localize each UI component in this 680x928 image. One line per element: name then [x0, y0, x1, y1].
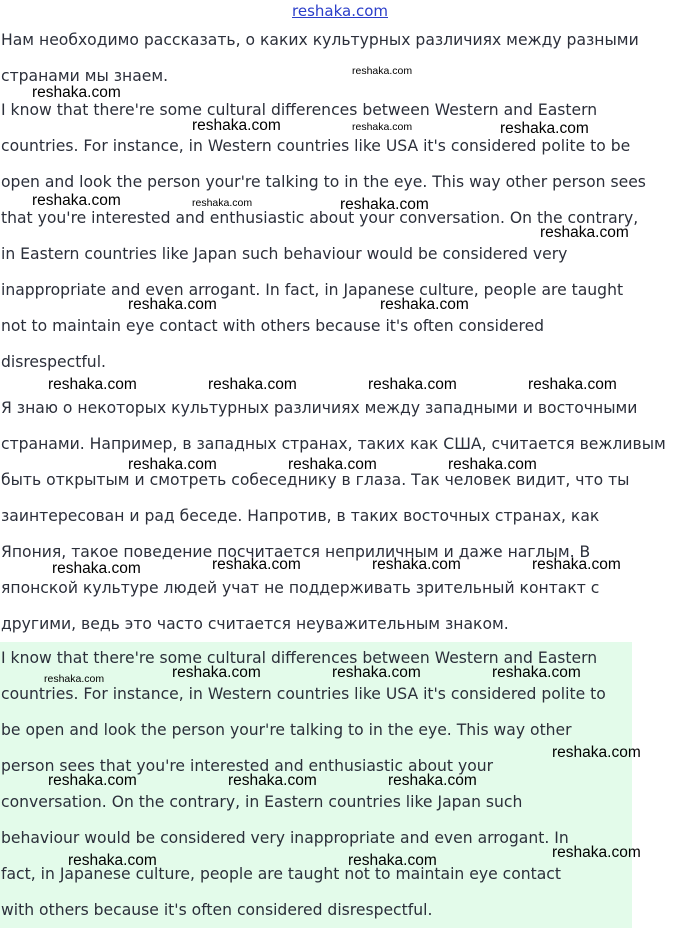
russian-line: другими, ведь это часто считается неуважительным знаком.	[1, 615, 509, 633]
watermark: reshaka.com	[552, 844, 641, 861]
watermark: reshaka.com	[128, 296, 217, 313]
russian-line: Я знаю о некоторых культурных различиях между западными и восточными	[1, 399, 638, 417]
watermark: reshaka.com	[372, 556, 461, 573]
watermark: reshaka.com	[380, 296, 469, 313]
russian-line: Япония, такое поведение посчитается неприличным и даже наглым. В	[1, 543, 591, 561]
watermark: reshaka.com	[388, 772, 477, 789]
watermark: reshaka.com	[492, 664, 581, 681]
watermark: reshaka.com	[352, 121, 413, 133]
watermark: reshaka.com	[288, 456, 377, 473]
watermark: reshaka.com	[32, 84, 121, 101]
watermark: reshaka.com	[540, 224, 629, 241]
watermark: reshaka.com	[192, 117, 281, 134]
english-line: that you're interested and enthusiastic about your conversation. On the contrary,	[1, 209, 639, 227]
watermark: reshaka.com	[48, 772, 137, 789]
russian-line: странами. Например, в западных странах, таких как США, считается вежливым	[1, 435, 666, 453]
english-line: inappropriate and even arrogant. In fact, in Japanese culture, people are taught	[1, 281, 624, 299]
watermark: reshaka.com	[44, 673, 105, 685]
highlight-line: I know that there're some cultural differences between Western and Eastern	[1, 649, 598, 667]
watermark: reshaka.com	[68, 852, 157, 869]
watermark: reshaka.com	[32, 192, 121, 209]
watermark: reshaka.com	[368, 376, 457, 393]
english-line: countries. For instance, in Western countries like USA it's considered polite to be	[1, 137, 631, 155]
watermark: reshaka.com	[448, 456, 537, 473]
english-line: in Eastern countries like Japan such behaviour would be considered very	[1, 245, 568, 263]
highlight-line: conversation. On the contrary, in Eastern countries like Japan such	[1, 793, 523, 811]
english-line: disrespectful.	[1, 353, 106, 371]
highlight-line: be open and look the person your're talking to in the eye. This way other	[1, 721, 572, 739]
russian-line: заинтересован и рад беседе. Напротив, в таких восточных странах, как	[1, 507, 600, 525]
task-line: странами мы знаем.	[1, 67, 169, 85]
watermark: reshaka.com	[348, 852, 437, 869]
watermark: reshaka.com	[208, 376, 297, 393]
watermark: reshaka.com	[212, 556, 301, 573]
english-line: I know that there're some cultural differences between Western and Eastern	[1, 101, 598, 119]
highlight-line: behaviour would be considered very inappropriate and even arrogant. In	[1, 829, 569, 847]
watermark: reshaka.com	[528, 376, 617, 393]
task-line: Нам необходимо рассказать, о каких культурных различиях между разными	[1, 31, 639, 49]
english-line: not to maintain eye contact with others because it's often considered	[1, 317, 545, 335]
watermark: reshaka.com	[500, 120, 589, 137]
highlight-line: person sees that you're interested and enthusiastic about your	[1, 757, 494, 775]
watermark: reshaka.com	[192, 197, 253, 209]
watermark: reshaka.com	[172, 664, 261, 681]
highlight-line: fact, in Japanese culture, people are taught not to maintain eye contact	[1, 865, 561, 883]
watermark: reshaka.com	[532, 556, 621, 573]
watermark: reshaka.com	[128, 456, 217, 473]
russian-line: быть открытым и смотреть собеседнику в глаза. Так человек видит, что ты	[1, 471, 630, 489]
watermark: reshaka.com	[48, 376, 137, 393]
russian-line: японской культуре людей учат не поддерживать зрительный контакт с	[1, 579, 600, 597]
watermark: reshaka.com	[340, 196, 429, 213]
watermark: reshaka.com	[52, 560, 141, 577]
watermark: reshaka.com	[352, 65, 413, 77]
highlight-line: with others because it's often considered disrespectful.	[1, 901, 433, 919]
watermark: reshaka.com	[332, 664, 421, 681]
english-line: open and look the person your're talking to in the eye. This way other person sees	[1, 173, 646, 191]
watermark: reshaka.com	[228, 772, 317, 789]
watermark: reshaka.com	[552, 744, 641, 761]
site-header-link[interactable]: reshaka.com	[292, 2, 388, 20]
highlight-line: countries. For instance, in Western countries like USA it's considered polite to	[1, 685, 606, 703]
